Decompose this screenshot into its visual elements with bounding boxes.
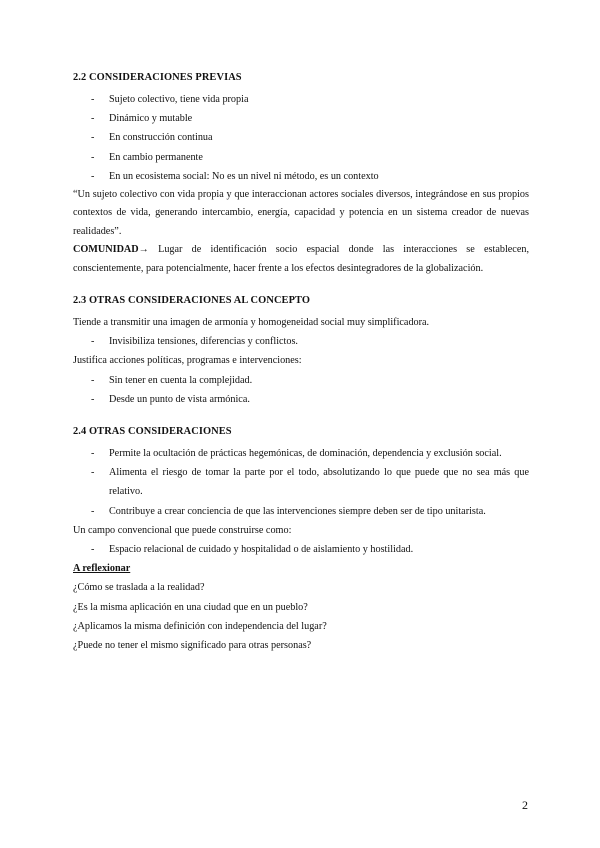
- list-item: - Desde un punto de vista armónica.: [73, 390, 529, 409]
- reflexionar-question: ¿Aplicamos la misma definición con independencia del lugar?: [73, 620, 327, 632]
- list-item: - Sin tener en cuenta la complejidad.: [73, 371, 529, 390]
- list-item: - Sujeto colectivo, tiene vida propia: [73, 90, 529, 109]
- section-22-list: [73, 90, 529, 186]
- reflexionar-question: ¿Puede no tener el mismo significado para otras personas?: [73, 640, 312, 652]
- section-24-list-a: [73, 444, 529, 521]
- comunidad-text: Lugar de identificación socio espacial donde las interacciones se establecen, conscientemente, para potencialmente, hacer frente a los efectos desintegradores de la globalización.: [73, 244, 529, 274]
- list-item: - En cambio permanente: [73, 148, 529, 167]
- reflexionar-question: ¿Es la misma aplicación en una ciudad que en un pueblo?: [73, 601, 308, 613]
- section-23-title: 2.3 OTRAS CONSIDERACIONES AL CONCEPTO: [73, 295, 311, 307]
- list-item: - Alimenta el riesgo de tomar la parte por el todo, absolutizando lo que puede que no sea más que relativo.: [73, 463, 529, 501]
- section-24-campo: Un campo convencional que puede construirse como:: [73, 524, 292, 536]
- list-item: - Invisibiliza tensiones, diferencias y conflictos.: [73, 332, 529, 351]
- reflexionar-question: ¿Cómo se traslada a la realidad?: [73, 582, 205, 594]
- quote-paragraph: “Un sujeto colectivo con vida propia y que interaccionan actores sociales diversos, integrándose en sus propios contextos de vida, generando intercambio, energía, capacidad y potencia en un sistema creador de nuevas realidades”.: [73, 189, 529, 237]
- dash-bullet: -: [91, 505, 95, 517]
- dash-bullet: -: [91, 94, 95, 105]
- list-item: - Permite la ocultación de prácticas hegemónicas, de dominación, dependencia y exclusión social.: [73, 444, 529, 463]
- dash-bullet: -: [91, 374, 95, 386]
- list-item: - Espacio relacional de cuidado y hospitalidad o de aislamiento y hostilidad.: [73, 540, 529, 559]
- dash-bullet: -: [91, 151, 95, 163]
- dash-bullet: -: [91, 467, 95, 479]
- section-23-list-b: [73, 371, 529, 409]
- dash-bullet: -: [91, 393, 95, 405]
- dash-bullet: -: [91, 132, 95, 144]
- dash-bullet: -: [91, 336, 95, 348]
- section-22-title: 2.2 CONSIDERACIONES PREVIAS: [73, 72, 242, 83]
- reflexionar-title: A reflexionar: [73, 563, 131, 575]
- comunidad-paragraph: [73, 241, 529, 278]
- section-23-intro: Tiende a transmitir una imagen de armonía y homogeneidad social muy simplificadora.: [73, 317, 430, 329]
- list-item: - Dinámico y mutable: [73, 109, 529, 128]
- comunidad-label: COMUNIDAD→: [73, 244, 149, 256]
- section-24-list-b: [73, 540, 529, 559]
- list-item: - Contribuye a crear conciencia de que las intervenciones siempre deben ser de tipo unitarista.: [73, 502, 529, 521]
- document-page: [73, 71, 529, 655]
- section-23-list-a: [73, 332, 529, 351]
- section-24-title: 2.4 OTRAS CONSIDERACIONES: [73, 426, 232, 438]
- page-number: 2: [522, 798, 528, 812]
- dash-bullet: -: [91, 170, 95, 182]
- list-item: - En un ecosistema social: No es un nivel ni método, es un contexto: [73, 167, 529, 186]
- dash-bullet: -: [91, 544, 95, 556]
- dash-bullet: -: [91, 448, 95, 460]
- dash-bullet: -: [91, 113, 95, 125]
- section-23-justifica: Justifica acciones políticas, programas e intervenciones:: [73, 355, 302, 367]
- list-item: - En construcción continua: [73, 128, 529, 147]
